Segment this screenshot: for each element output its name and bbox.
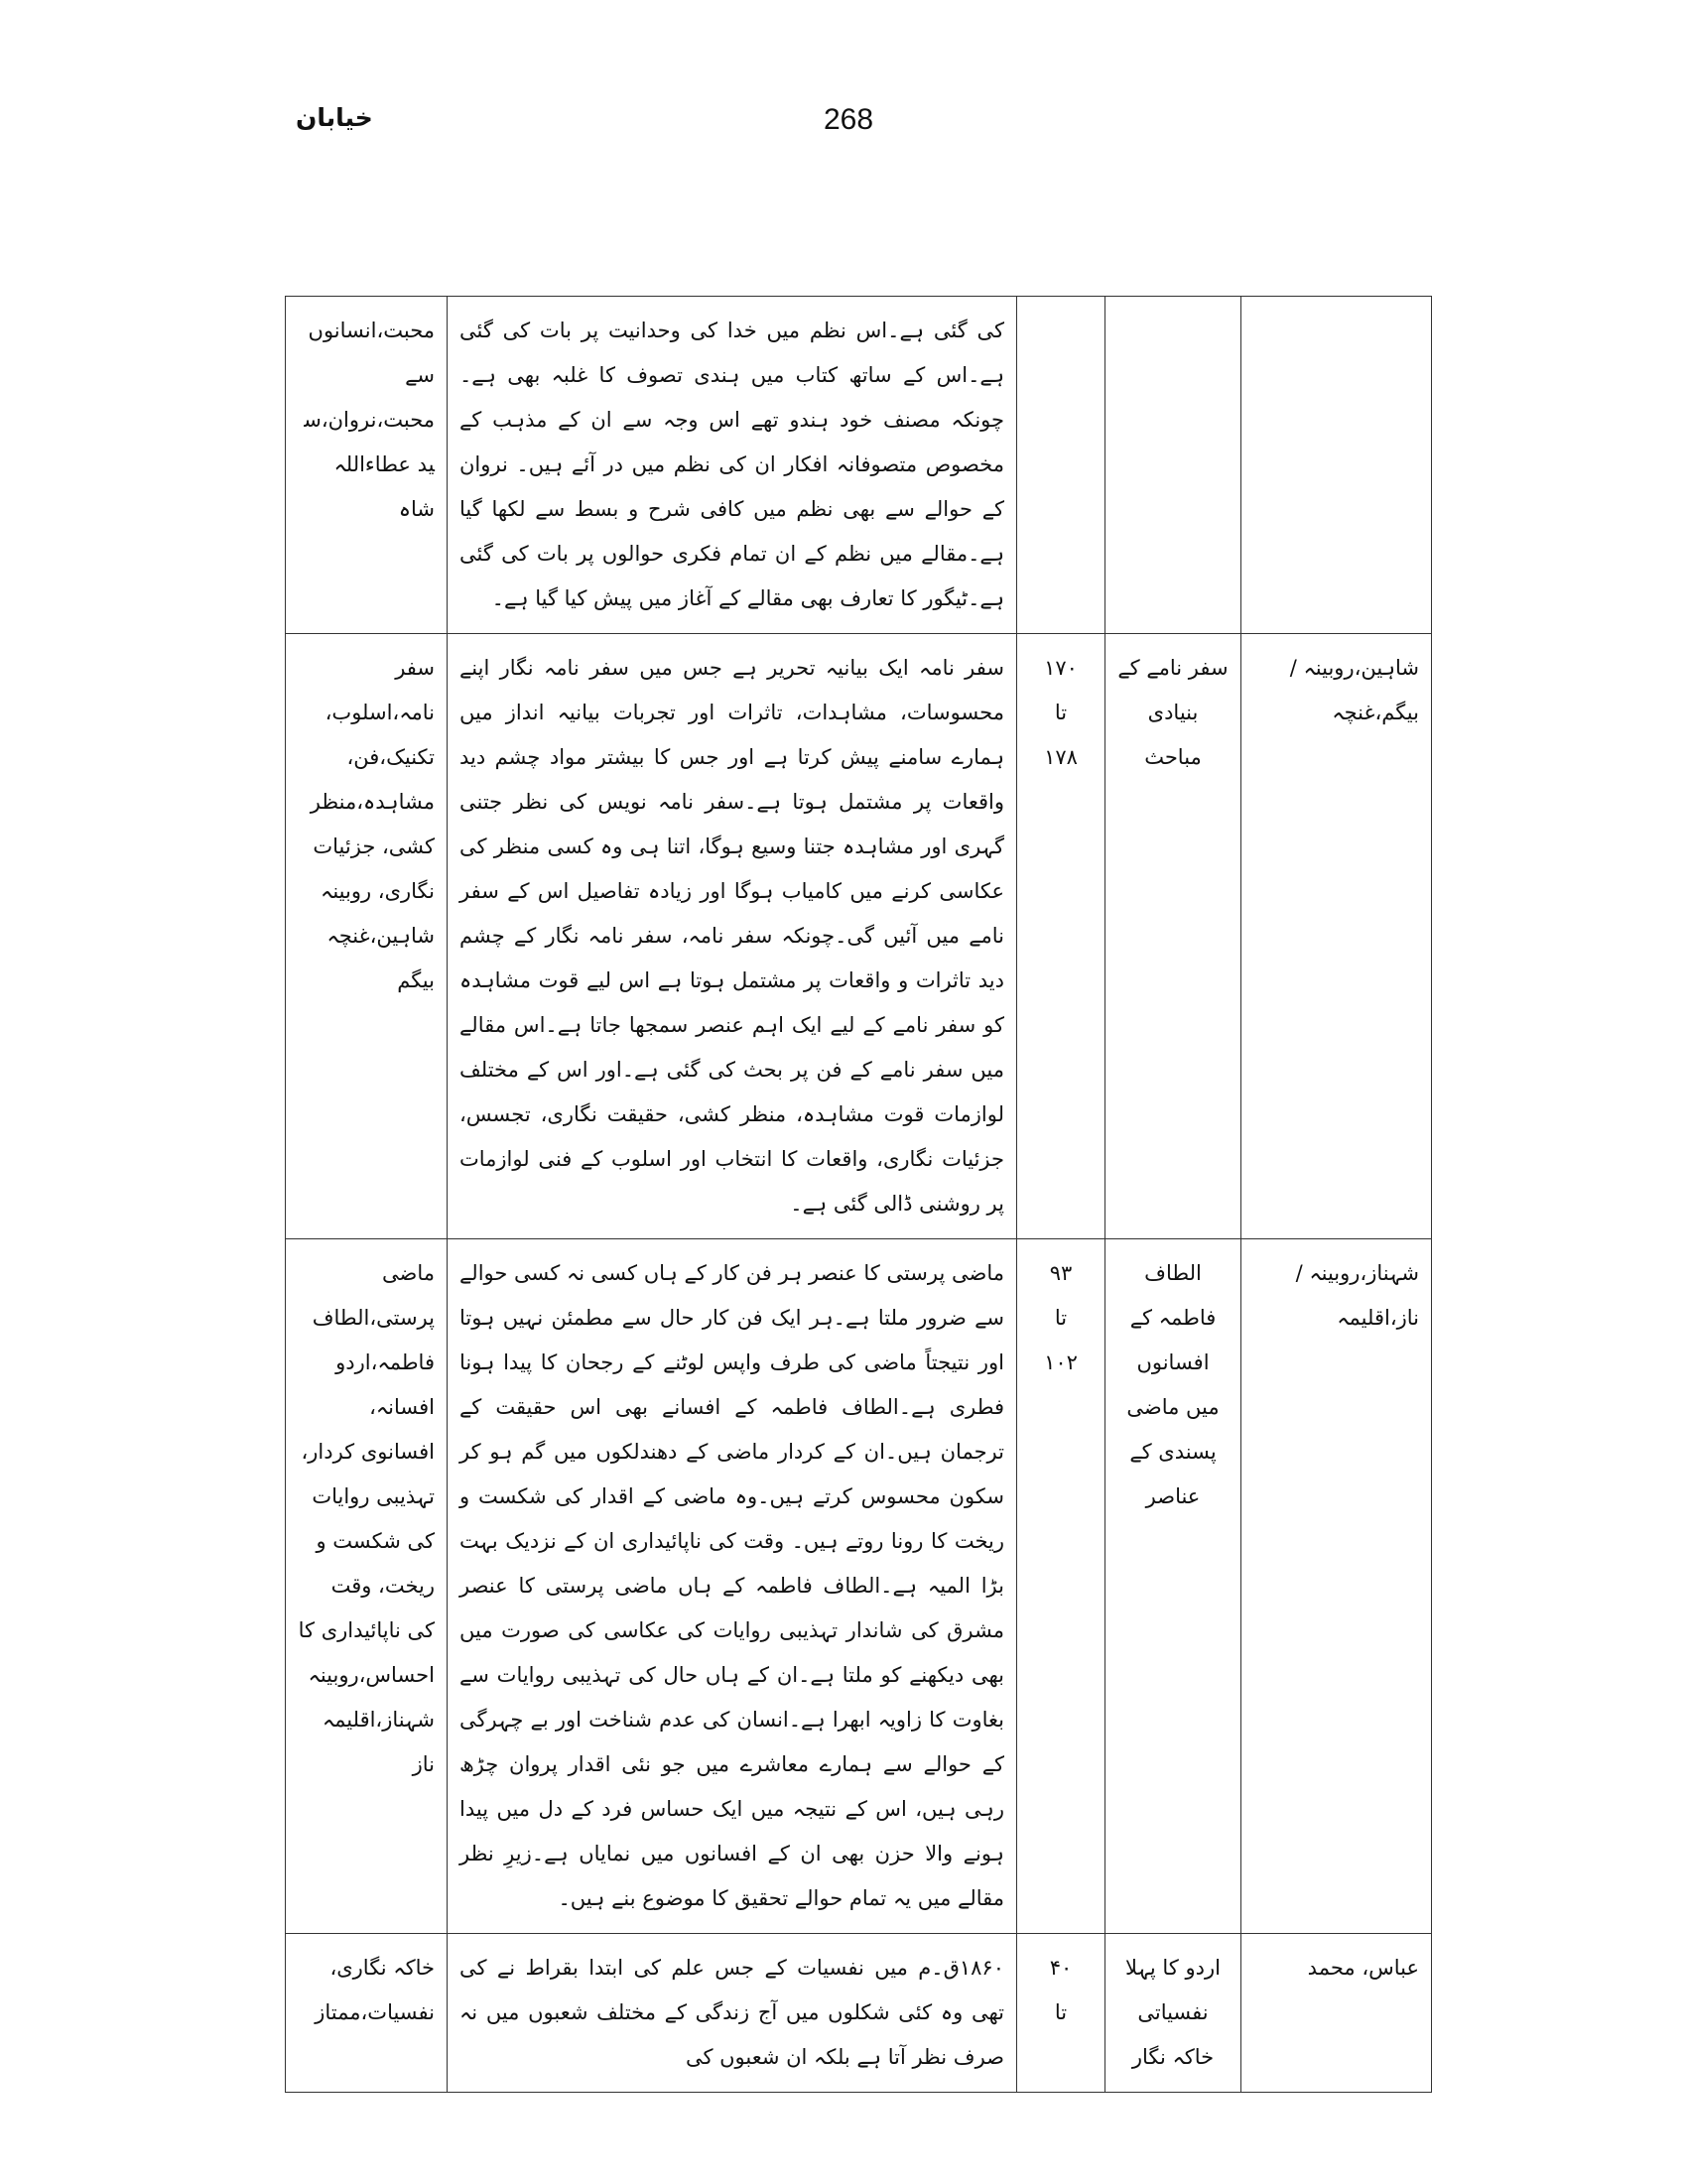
table-row [286, 1934, 1432, 2093]
author-cell: شہناز،روبینہ / ناز،اقلیمہ [1241, 1239, 1432, 1934]
table-row [286, 634, 1432, 1239]
page-start: ۴۰ [1049, 1956, 1073, 1980]
keywords-cell: محبت،انسانوں سے محبت،نروان،سید عطاءاللہ شاہ [286, 297, 448, 634]
page-start: ۱۷۰ [1044, 656, 1078, 680]
page-end: ۱۷۸ [1044, 745, 1078, 769]
pages-cell [1017, 1239, 1105, 1934]
pages-cell [1017, 634, 1105, 1239]
page-end: ۱۰۲ [1044, 1350, 1078, 1374]
page-separator: تا [1054, 1306, 1068, 1330]
keywords-cell: خاکہ نگاری، نفسیات،ممتاز [286, 1934, 448, 2093]
page-number: 268 [824, 103, 874, 136]
abstract-cell: کی گئی ہے۔اس نظم میں خدا کی وحدانیت پر بات کی گئی ہے۔اس کے ساتھ کتاب میں ہندی تصوف کا غلبہ بھی ہے۔چونکہ مصنف خود ہندو تھے اس وجہ سے ان کے مذہب کے مخصوص متصوفانہ افکار ان کی نظم میں در آئے ہیں۔ نروان کے حوالے سے بھی نظم میں کافی شرح و بسط سے لکھا گیا ہے۔مقالے میں نظم کے ان تمام فکری حوالوں پر بات کی گئی ہے۔ٹیگور کا تعارف بھی مقالے کے آغاز میں پیش کیا گیا ہے۔ [448, 297, 1017, 634]
title-cell: اردو کا پہلا نفسیاتی خاکہ نگار [1105, 1934, 1241, 2093]
table-row [286, 1239, 1432, 1934]
title-cell: الطاف فاطمہ کے افسانوں میں ماضی پسندی کے عناصر [1105, 1239, 1241, 1934]
page-separator: تا [1054, 2000, 1068, 2024]
table-row [286, 297, 1432, 634]
title-cell: سفر نامے کے بنیادی مباحث [1105, 634, 1241, 1239]
abstract-cell: سفر نامہ ایک بیانیہ تحریر ہے جس میں سفر نامہ نگار اپنے محسوسات، مشاہدات، تاثرات اور تجربات بیانیہ انداز میں ہمارے سامنے پیش کرتا ہے اور جس کا بیشتر مواد چشم دید واقعات پر مشتمل ہوتا ہے۔سفر نامہ نویس کی نظر جتنی گہری اور مشاہدہ جتنا وسیع ہوگا، اتنا ہی وہ کسی منظر کی عکاسی کرنے میں کامیاب ہوگا اور زیادہ تفاصیل اس کے سفر نامے میں آئیں گی۔چونکہ سفر نامہ، سفر نامہ نگار کے چشم دید تاثرات و واقعات پر مشتمل ہوتا ہے اس لیے قوت مشاہدہ کو سفر نامے کے لیے ایک اہم عنصر سمجھا جاتا ہے۔اس مقالے میں سفر نامے کے فن پر بحث کی گئی ہے۔اور اس کے مختلف لوازمات قوت مشاہدہ، منظر کشی، حقیقت نگاری، تجسس، جزئیات نگاری، واقعات کا انتخاب اور اسلوب کے فنی لوازمات پر روشنی ڈالی گئی ہے۔ [448, 634, 1017, 1239]
author-cell: شاہین،روبینہ / بیگم،غنچہ [1241, 634, 1432, 1239]
keywords-cell: ماضی پرستی،الطاف فاطمہ،اردو افسانہ، افسانوی کردار، تہذیبی روایات کی شکست و ریخت، وقت کی ناپائیداری کا احساس،روبینہ شہناز،اقلیمہ ناز [286, 1239, 448, 1934]
journal-title: خیابان [296, 103, 373, 132]
pages-cell [1017, 297, 1105, 634]
pages-cell [1017, 1934, 1105, 2093]
article-index-table [285, 296, 1432, 2093]
keywords-cell: سفر نامہ،اسلوب، تکنیک،فن، مشاہدہ،منظر کشی، جزئیات نگاری، روبینہ شاہین،غنچہ بیگم [286, 634, 448, 1239]
page-start: ۹۳ [1049, 1261, 1073, 1285]
author-cell: عباس، محمد [1241, 1934, 1432, 2093]
page-separator: تا [1054, 701, 1068, 724]
title-cell [1105, 297, 1241, 634]
author-cell [1241, 297, 1432, 634]
abstract-cell: ۱۸۶۰ق۔م میں نفسیات کے جس علم کی ابتدا بقراط نے کی تھی وہ کئی شکلوں میں آج زندگی کے مختلف شعبوں میں نہ صرف نظر آتا ہے بلکہ ان شعبوں کی [448, 1934, 1017, 2093]
abstract-cell: ماضی پرستی کا عنصر ہر فن کار کے ہاں کسی نہ کسی حوالے سے ضرور ملتا ہے۔ہر ایک فن کار حال سے مطمئن نہیں ہوتا اور نتیجتاً ماضی کی طرف واپس لوٹنے کے رجحان کا پیدا ہونا فطری ہے۔الطاف فاطمہ کے افسانے بھی اس حقیقت کے ترجمان ہیں۔ان کے کردار ماضی کے دھندلکوں میں گم ہو کر سکون محسوس کرتے ہیں۔وہ ماضی کے اقدار کی شکست و ریخت کا رونا روتے ہیں۔ وقت کی ناپائیداری ان کے نزدیک بہت بڑا المیہ ہے۔الطاف فاطمہ کے ہاں ماضی پرستی کا عنصر مشرق کی شاندار تہذیبی روایات کی عکاسی کی صورت میں بھی دیکھنے کو ملتا ہے۔ان کے ہاں حال کی تہذیبی روایات سے بغاوت کا زاویہ ابھرا ہے۔انسان کی عدم شناخت اور بے چہرگی کے حوالے سے ہمارے معاشرے میں جو نئی اقدار پروان چڑھ رہی ہیں، اس کے نتیجہ میں ایک حساس فرد کے دل میں پیدا ہونے والا حزن بھی ان کے افسانوں میں نمایاں ہے۔زیرِ نظر مقالے میں یہ تمام حوالے تحقیق کا موضوع بنے ہیں۔ [448, 1239, 1017, 1934]
